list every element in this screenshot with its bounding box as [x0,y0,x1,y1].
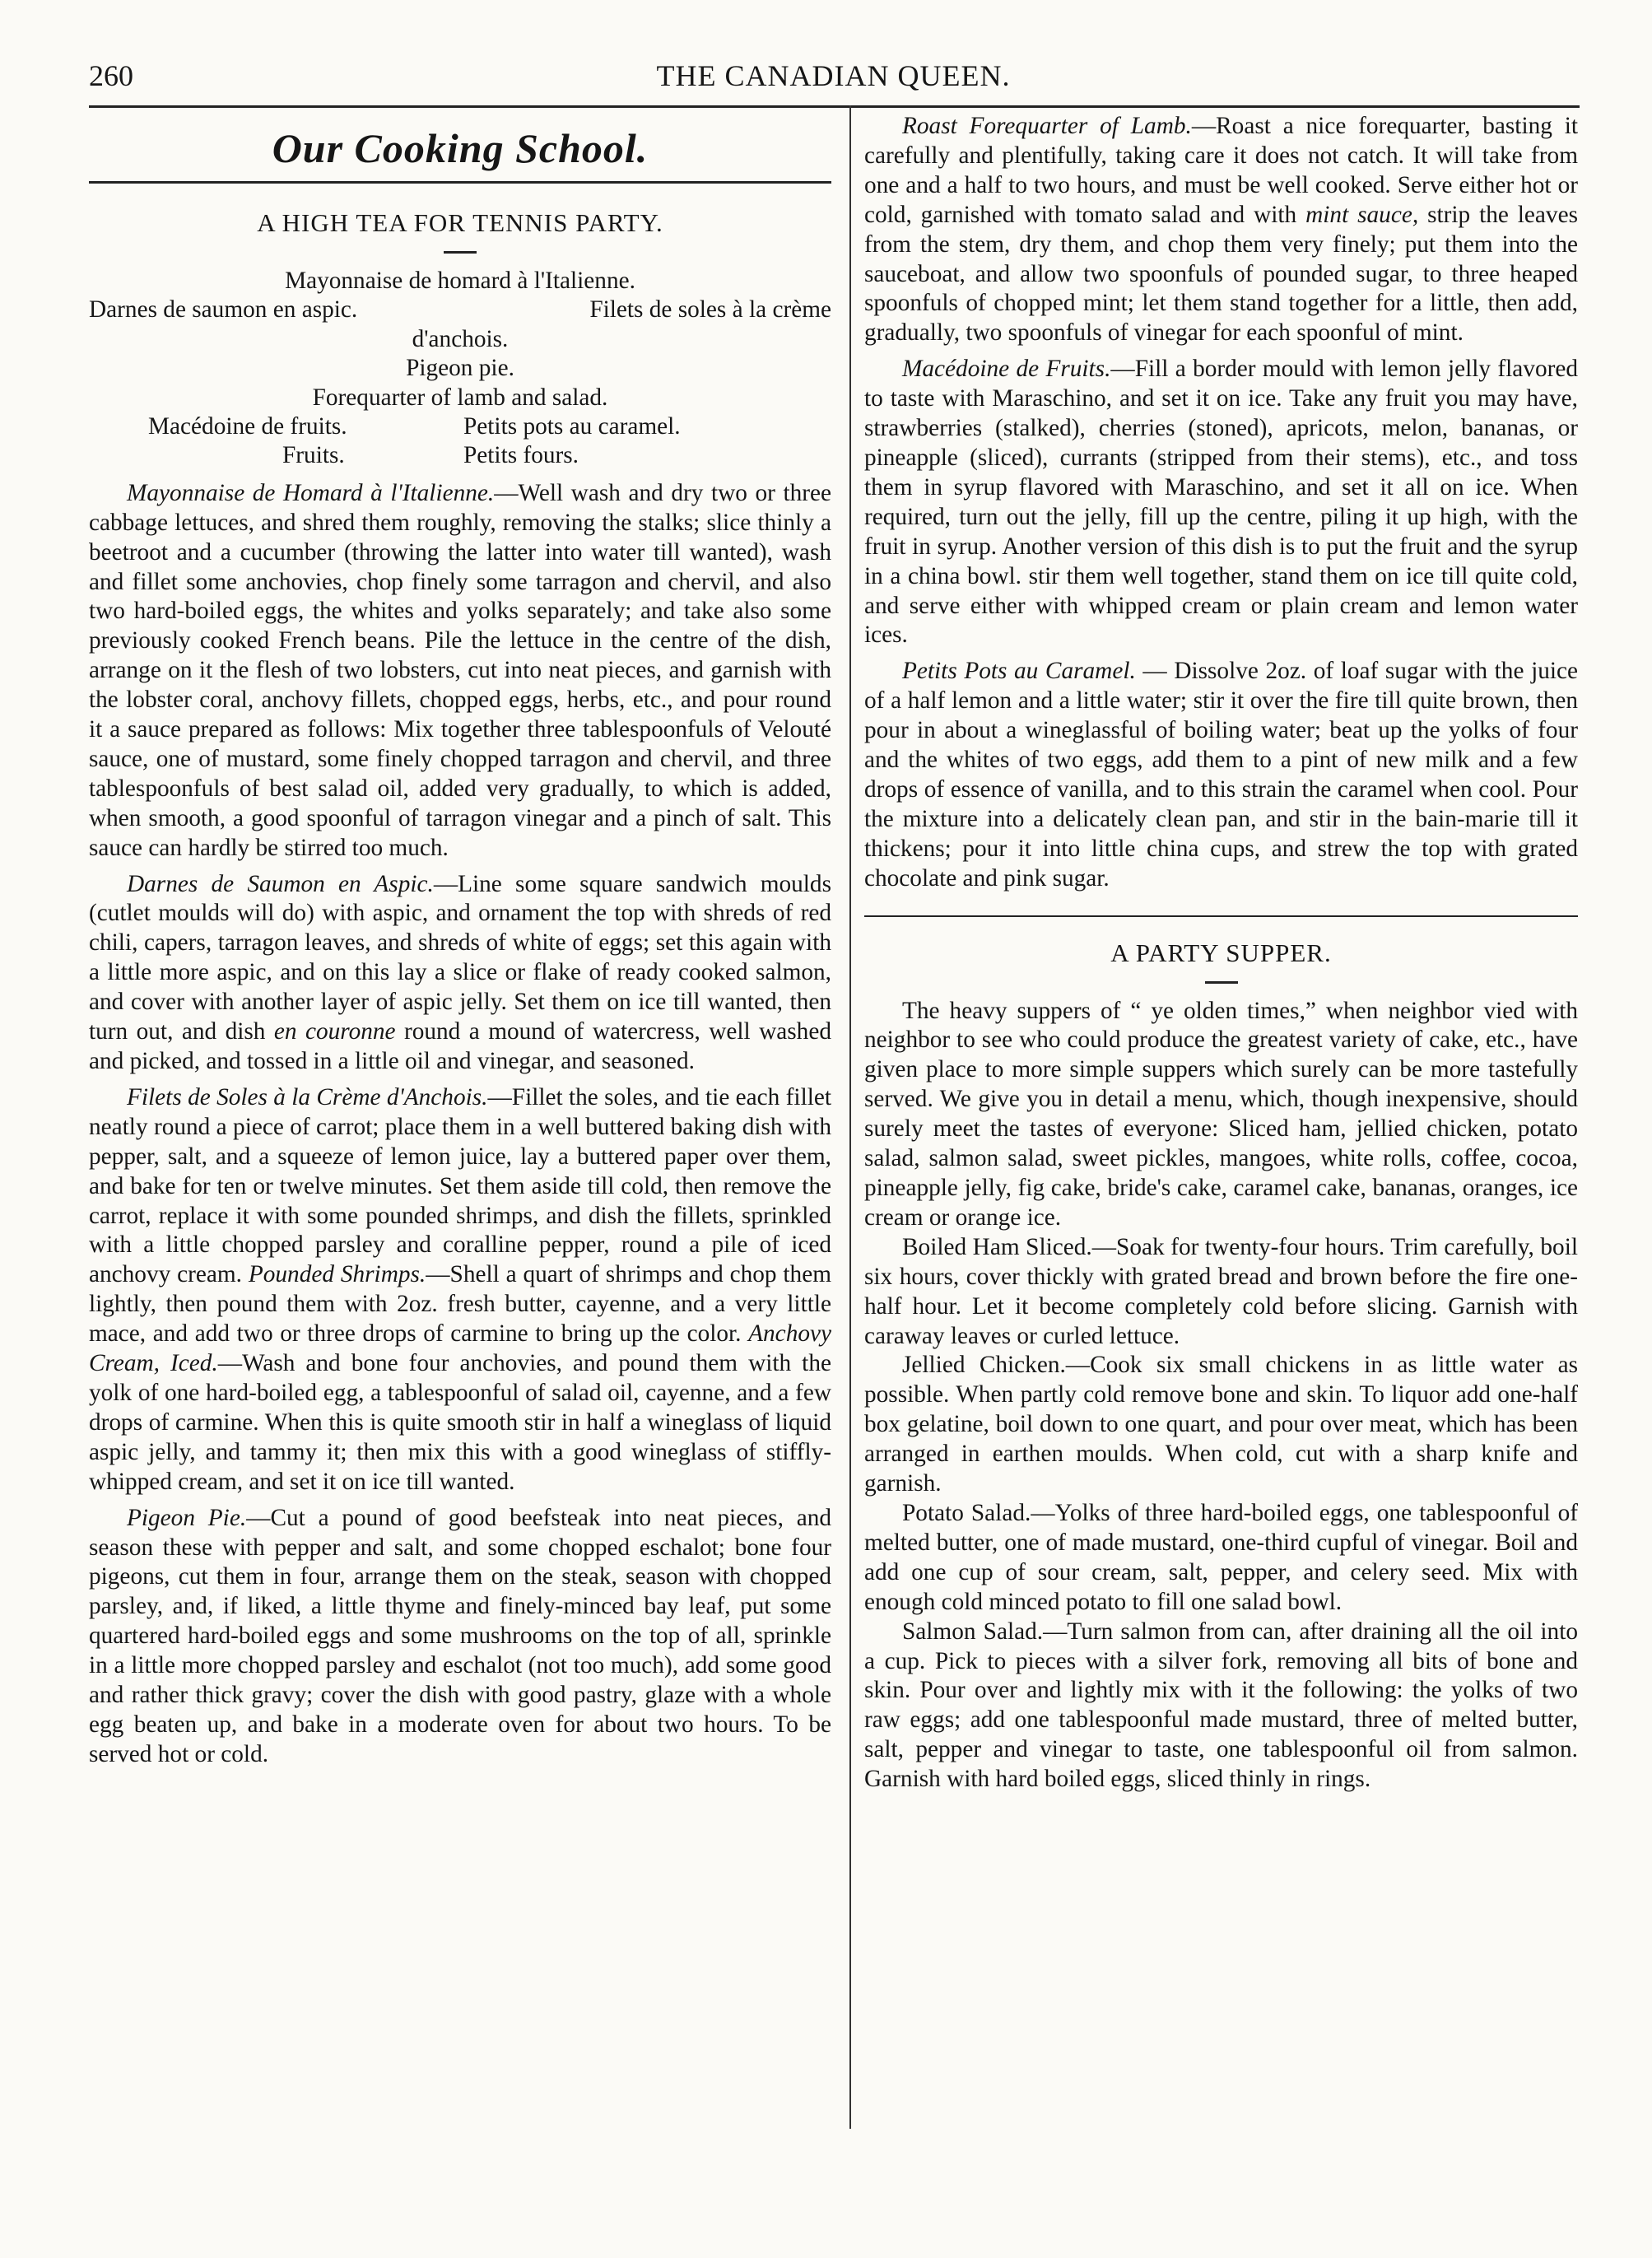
recipe-title: Mayonnaise de Homard à l'Italienne. [127,479,495,506]
publication-title: THE CANADIAN QUEEN. [656,59,1011,92]
menu-item: Macédoine de fruits. [148,413,347,440]
section-title: Our Cooking School. [272,125,649,171]
menu-item: Petits pots au caramel. [463,413,681,440]
recipe-lamb: Roast Forequarter of Lamb.—Roast a nice forequarter, basting it carefully and plentifully, taking care it does not catch. It will take from one and a half to two hours, and must be well cooked. Serve either hot or cold, garnished with tomato salad and with mint sauce, strip the leaves from the stem, dry them, and chop them very finely; put them into the sauceboat, and allow two spoonfuls of pounded sugar, to three heaped spoonfuls of chopped mint; let them stand together for a little, then add, gradually, two spoonfuls of vinegar for each spoonful of mint. [864,113,1578,347]
recipe-title: Filets de Soles à la Crème d'Anchois. [127,1083,488,1110]
recipe-salmon-salad: Salmon Salad.—Turn salmon from can, after draining all the oil into a cup. Pick to pieces with a silver fork, removing all bits of bone and skin. Pour over and lightly mix with it the following: the yolks of two raw eggs; add one tablespoonful made mustard, three of melted butter, salt, pepper and vinegar to taste, one tablespoonful oil from salmon. Garnish with hard boiled eggs, sliced thinly in rings. [864,1618,1578,1793]
party-supper-intro: The heavy suppers of “ ye olden times,” when neighbor vied with neighbor to see who could produce the greatest variety of cake, etc., have given place to more simple suppers which surely can be more tastefully served. We give you in detail a menu, which, though inexpensive, should surely meet the tastes of everyone: Sliced ham, jellied chicken, potato salad, salmon salad, sweet pickles, mangoes, white rolls, coffee, cocoa, pineapple jelly, fig cake, bride's cake, caramel cake, bananas, oranges, ice cream or orange ice. [864,997,1578,1231]
recipe-jellied-chicken: Jellied Chicken.—Cook six small chickens in as little water as possible. When partly cold remove bone and skin. To liquor add one-half box gelatine, boil down to one quart, and pour over meat, which has been arranged in earthen moulds. When cold, cut with a sharp knife and garnish. [864,1352,1578,1497]
menu-item: Petits fours. [463,442,579,469]
running-head [89,54,1578,97]
recipe-title: Roast Forequarter of Lamb. [902,113,1192,139]
recipe-title: Pigeon Pie. [127,1504,247,1531]
recipe-filets: Filets de Soles à la Crème d'Anchois.—Fillet the soles, and tie each fillet neatly round a piece of carrot; place them in a well buttered baking dish with pepper, salt, and a squeeze of lemon juice, lay a buttered paper over them, and bake for ten or twelve minutes. Set them aside till cold, then remove the carrot, replace it with some pounded shrimps, and dish the fillets, sprinkled with a little chopped parsley and coralline pepper, round a pile of iced anchovy cream. Pounded Shrimps.—Shell a quart of shrimps and chop them lightly, then pound them with 2oz. fresh butter, cayenne, and a very little mace, and add two or three drops of carmine to bring up the color. Anchovy Cream, Iced.—Wash and bone four anchovies, and pound them with the yolk of one hard-boiled egg, a tablespoonful of salad oil, cayenne, and a few drops of carmine. When this is quite smooth stir in half a wineglass of liquid aspic jelly, and tammy it; then mix this with a good wineglass of stiffly-whipped cream, and set it on ice till wanted. [89,1083,831,1495]
menu-line: Pigeon pie. [406,355,514,382]
menu-line: d'anchois. [412,325,509,352]
column-divider [849,105,851,2129]
recipe-macedoine: Macédoine de Fruits.—Fill a border mould with lemon jelly flavored to taste with Maraschino, and set it on ice. Take any fruit you may have, strawberries (stalked), cherries (stoned), apricots, melon, bananas, or pineapple (sliced), currants (stripped from their stems), etc., and toss them in syrup flavored with Maraschino, and set it all on ice. When required, turn out the jelly, fill up the centre, piling it up high, with the fruit in syrup. Another version of this dish is to put the fruit and the syrup in a china bowl. stir them well together, stand them on ice till quite cold, and serve either with whipped cream or plain cream and lemon water ices. [864,356,1578,649]
menu-item: Filets de soles à la crème [589,296,831,324]
recipe-boiled-ham: Boiled Ham Sliced.—Soak for twenty-four hours. Trim carefully, boil six hours, cover thickly with grated bread and brown before the fire one-half hour. Let it become completely cold before slicing. Garnish with caraway leaves or curled lettuce. [864,1233,1578,1349]
recipe-subtitle: Anchovy Cream, Iced. [89,1320,831,1377]
recipe-title: Darnes de Saumon en Aspic. [127,870,434,897]
right-column [864,112,1578,1795]
menu-line [89,441,831,470]
tea-menu [89,267,831,471]
recipe-title: Macédoine de Fruits. [902,356,1111,383]
recipe-title: Petits Pots au Caramel. [902,658,1136,685]
menu-line [89,296,831,324]
menu-item: Fruits. [282,442,345,469]
short-rule [444,251,477,254]
left-column [89,112,831,1770]
section-title-rule [89,181,831,184]
recipe-subtitle: Pounded Shrimps. [248,1261,426,1288]
page-number: 260 [89,59,133,92]
recipe-potato-salad: Potato Salad.—Yolks of three hard-boiled eggs, one tablespoonful of melted butter, one of made mustard, one-third cupful of vinegar. Boil and add one cup of sour cream, salt, pepper, and celery seed. Mix with enough cold minced potato to fill one salad bowl. [864,1499,1578,1615]
menu-item: Darnes de saumon en aspic. [89,296,358,324]
recipe-darnes: Darnes de Saumon en Aspic.—Line some square sandwich moulds (cutlet moulds will do) with aspic, and ornament the top with shreds of red chili, capers, tarragon leaves, and shreds of white of eggs; set this again with a little more aspic, and on this lay a slice or flake of ready cooked salmon, and cover with another layer of aspic jelly. Set them on ice till wanted, then turn out, and dish en couronne round a mound of watercress, well washed and picked, and tossed in a little oil and vinegar, and seasoned. [89,870,831,1075]
section-rule [864,915,1578,917]
header-rule [89,105,1580,108]
menu-line: Forequarter of lamb and salad. [312,384,608,411]
menu-line: Mayonnaise de homard à l'Italienne. [285,268,635,294]
recipe-petits-pots: Petits Pots au Caramel. — Dissolve 2oz. of loaf sugar with the juice of a half lemon and a little water; stir it over the fire till quite brown, then pour in about a wineglassful of boiling water; beat up the yolks of four and the whites of two eggs, add them to a pint of new milk and a few drops of essence of vanilla, and to this strain the caramel when cool. Pour the mixture into a delicately clean pan, and stir in the bain-marie till it thickens; pour it into little china cups, and strew the top with grated chocolate and pink sugar. [864,658,1579,892]
menu-line [89,412,831,441]
subhead-party-supper: A PARTY SUPPER. [1110,938,1332,967]
recipe-mayonnaise: Mayonnaise de Homard à l'Italienne.—Well wash and dry two or three cabbage lettuces, and shred them roughly, removing the stalks; slice thinly a beetroot and a cucumber (throwing the latter into water till wanted), wash and fillet some anchovies, chop finely some tarragon and chervil, and also two hard-boiled eggs, the whites and yolks separately; and take also some previously cooked French beans. Pile the lettuce in the centre of the dish, arrange on it the flesh of two lobsters, cut into neat pieces, and garnish with the lobster coral, anchovy fillets, chopped eggs, herbs, etc., and pour round it a sauce prepared as follows: Mix together three tablespoonfuls of Velouté sauce, one of mustard, some finely chopped tarragon and chervil, and three tablespoonfuls of best salad oil, added very gradually, to which is added, when smooth, a good spoonful of tarragon vinegar and a pinch of salt. This sauce can hardly be stirred too much. [89,479,831,861]
short-rule [1205,981,1238,984]
recipe-pigeon-pie: Pigeon Pie.—Cut a pound of good beefsteak into neat pieces, and season these with pepper and salt, and some chopped eschalot; bone four pigeons, cut them in four, arrange them on the steak, season with chopped parsley, and, if liked, a little thyme and finely-minced bay leaf, put some quartered hard-boiled eggs and some mushrooms on the top of all, sprinkle in a little more chopped parsley and eschalot (not too much), add some good and rather thick gravy; cover the dish with good pastry, glaze with a whole egg beaten up, and bake in a moderate oven for about two hours. To be served hot or cold. [89,1504,832,1767]
subhead-high-tea: A HIGH TEA FOR TENNIS PARTY. [257,208,663,237]
